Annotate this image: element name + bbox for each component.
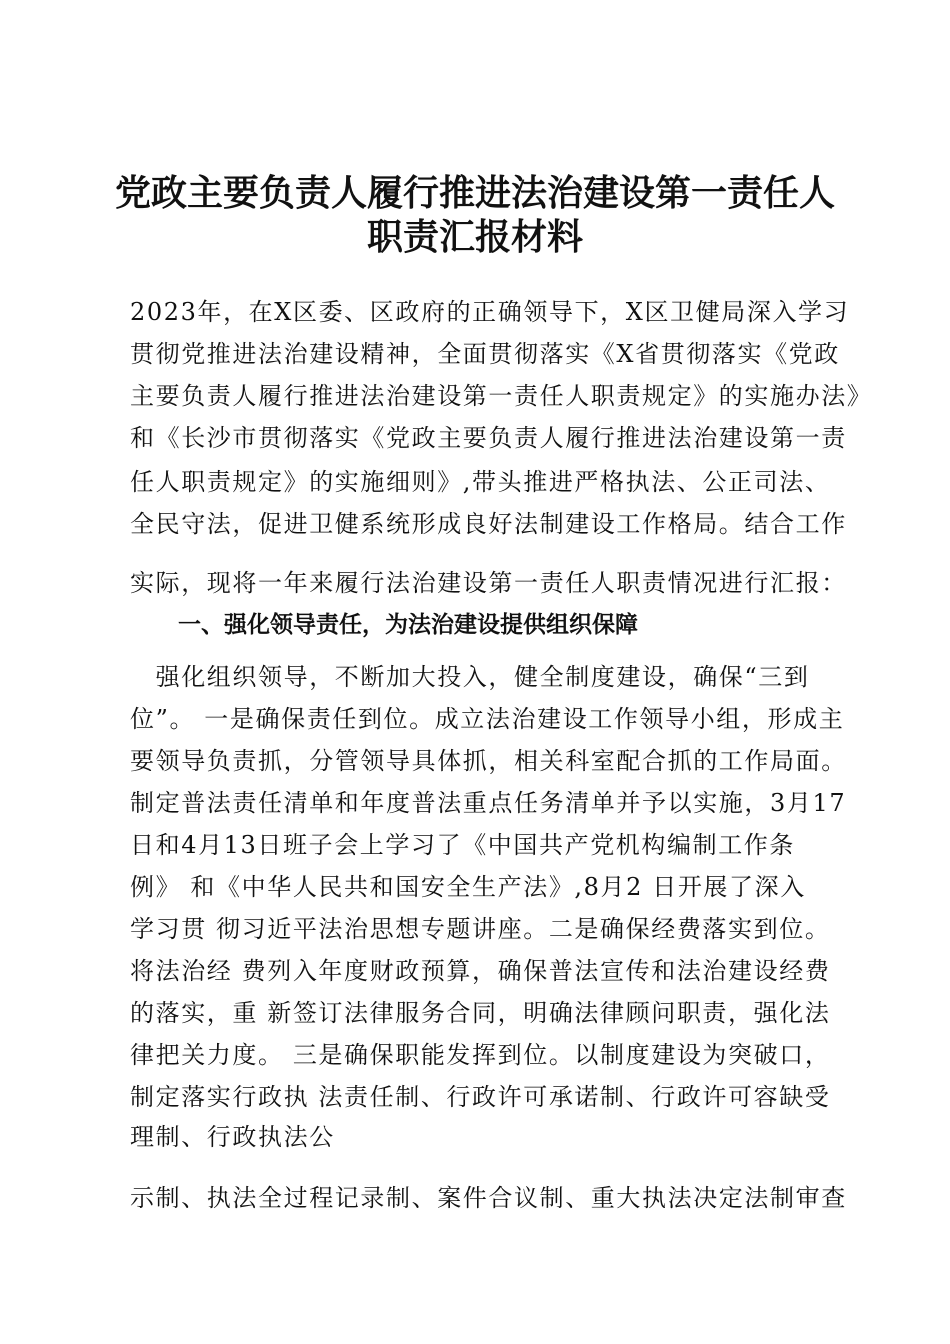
section-paragraph-line: 的落实，重 新签订法律服务合同，明确法律顾问职责，强化法 [130,999,831,1027]
section-paragraph-line: 位”。 一是确保责任到位。成立法治建设工作领导小组，形成主 [130,705,845,733]
section-paragraph-line: 强化组织领导，不断加大投入，健全制度建设，确保“三到 [130,663,810,691]
document-title-line-2: 职责汇报材料 [366,217,583,258]
intro-paragraph-line: 贯彻党推进法治建设精神，全面贯彻落实《X省贯彻落实《党政 [130,340,840,368]
intro-paragraph-line: 和《长沙市贯彻落实《党政主要负责人履行推进法治建设第一责 [130,424,847,452]
section-paragraph-line: 理制、行政执法公 [130,1123,335,1151]
section-paragraph-line: 要领导负责抓，分管领导具体抓，相关科室配合抓的工作局面。 [130,747,847,775]
intro-paragraph-line: 实际，现将一年来履行法治建设第一责任人职责情况进行汇报： [130,569,847,597]
section-paragraph-line: 将法治经 费列入年度财政预算，确保普法宣传和法治建设经费 [130,957,831,985]
section-paragraph-line: 学习贯 彻习近平法治思想专题讲座。二是确保经费落实到位。 [130,915,831,943]
section-paragraph-line: 示制、执法全过程记录制、案件合议制、重大执法决定法制审查 [130,1184,847,1212]
intro-paragraph-line: 任人职责规定》的实施细则》,带头推进严格执法、公正司法、 [130,468,831,496]
section-paragraph-line: 制定普法责任清单和年度普法重点任务清单并予以实施，3月17 [130,789,847,817]
section-paragraph-line: 例》 和《中华人民共和国安全生产法》,8月2 日开展了深入 [130,873,806,901]
intro-paragraph-line: 2023年，在X区委、区政府的正确领导下，X区卫健局深入学习 [130,298,850,326]
section-paragraph-line: 制定落实行政执 法责任制、行政许可承诺制、行政许可容缺受 [130,1083,831,1111]
section-paragraph-line: 律把关力度。 三是确保职能发挥到位。以制度建设为突破口， [130,1041,831,1069]
intro-paragraph-line: 主要负责人履行推进法治建设第一责任人职责规定》的实施办法》 [130,382,873,410]
intro-paragraph-line: 全民守法，促进卫健系统形成良好法制建设工作格局。结合工作 [130,510,847,538]
document-title-line-1: 党政主要负责人履行推进法治建设第一责任人 [114,173,835,214]
section-paragraph-line: 日和4月13日班子会上学习了《中国共产党机构编制工作条 [130,831,796,859]
section-heading: 一、强化领导责任，为法治建设提供组织保障 [178,612,638,638]
